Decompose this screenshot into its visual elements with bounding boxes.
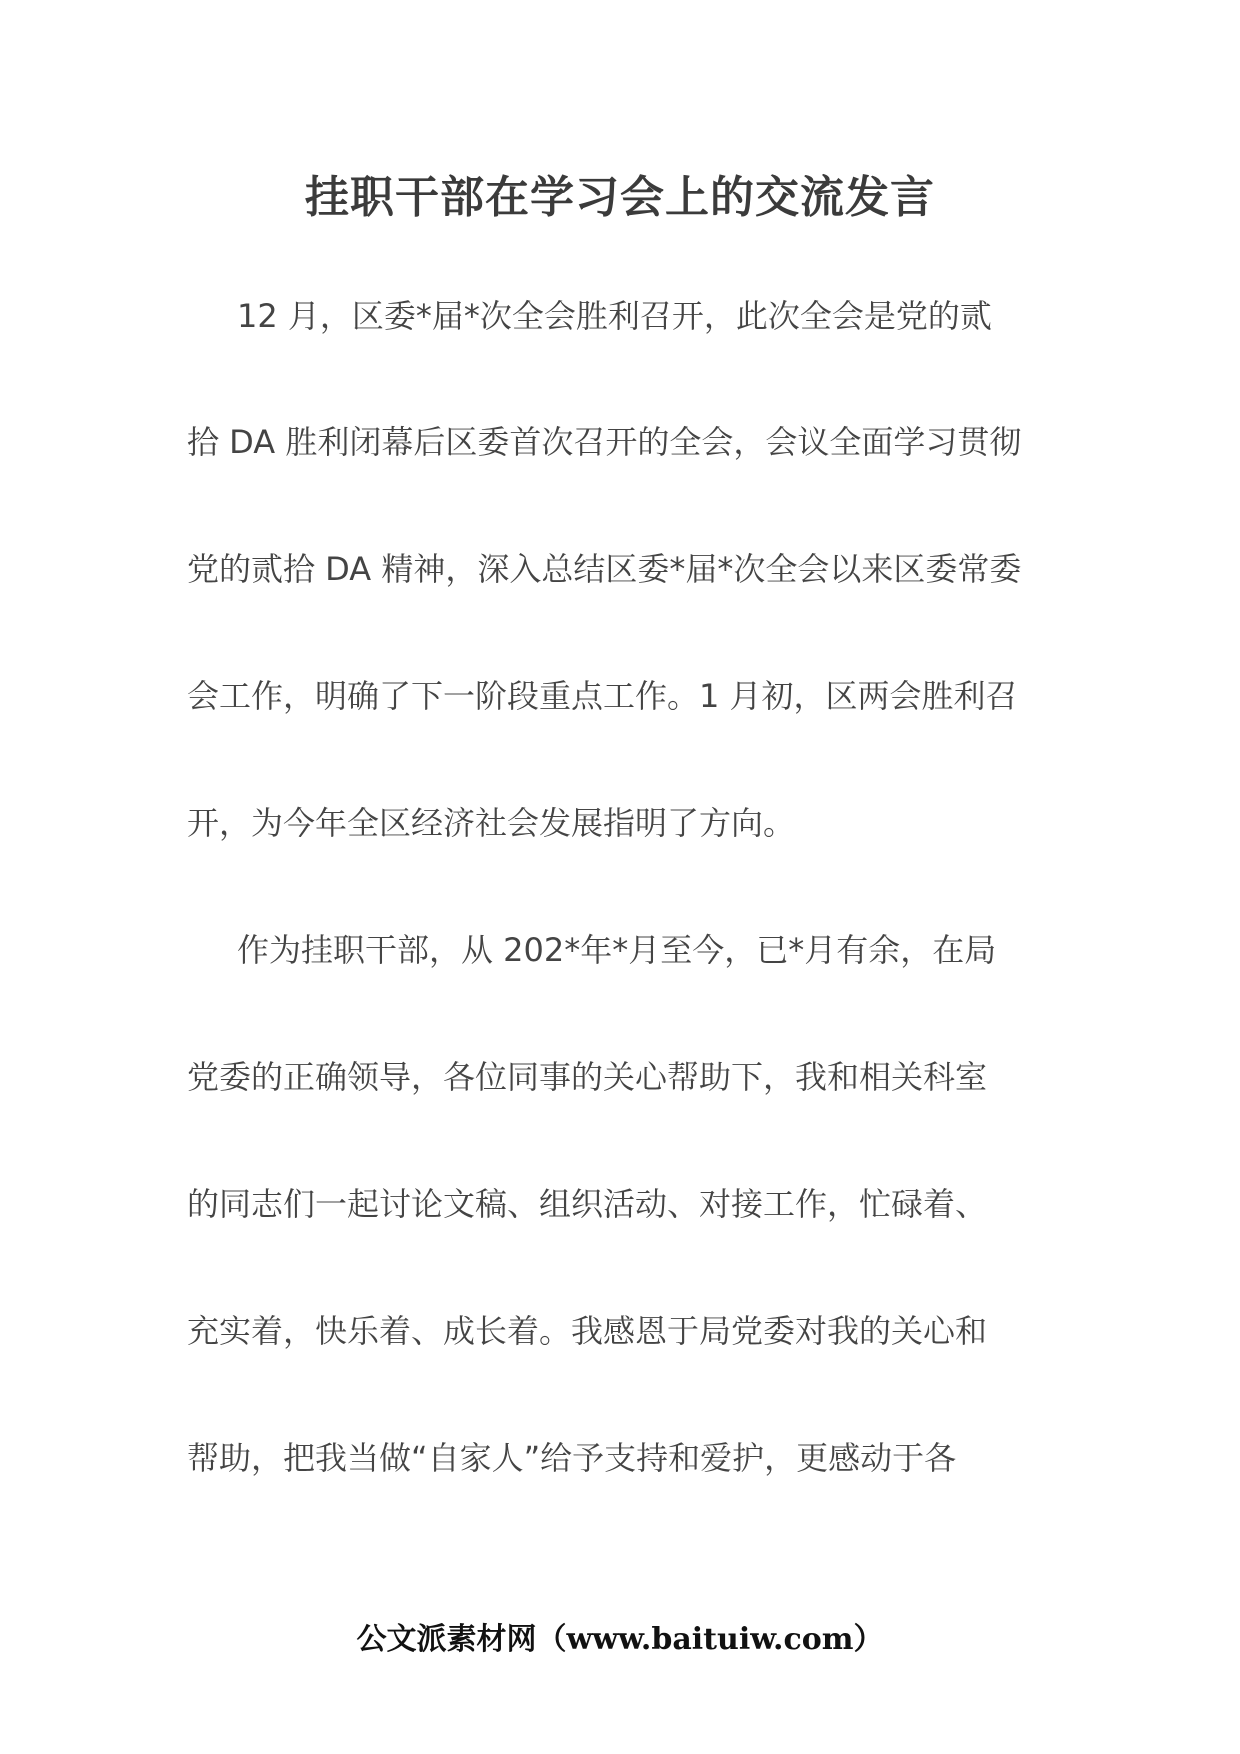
footer-source: 公文派素材网（www.baituiw.com） (356, 1622, 884, 1657)
paragraph-1-line-4: 会工作，明确了下一阶段重点工作。1 月初，区两会胜利召 (187, 677, 1018, 715)
paragraph-2-line-3: 的同志们一起讨论文稿、组织活动、对接工作，忙碌着、 (187, 1185, 988, 1223)
document-title: 挂职干部在学习会上的交流发言 (305, 172, 935, 223)
paragraph-2-line-4: 充实着，快乐着、成长着。我感恩于局党委对我的关心和 (187, 1312, 988, 1350)
paragraph-1-line-5: 开，为今年全区经济社会发展指明了方向。 (187, 804, 796, 842)
paragraph-2-line-1: 作为挂职干部，从 202*年*月至今，已*月有余，在局 (237, 931, 997, 969)
paragraph-1-line-1: 12 月，区委*届*次全会胜利召开，此次全会是党的贰 (237, 297, 992, 335)
paragraph-2-line-2: 党委的正确领导，各位同事的关心帮助下，我和相关科室 (187, 1058, 988, 1096)
paragraph-2-line-5: 帮助，把我当做“自家人”给予支持和爱护，更感动于各 (187, 1439, 957, 1477)
paragraph-1-line-2: 拾 DA 胜利闭幕后区委首次召开的全会，会议全面学习贯彻 (187, 423, 1022, 461)
paragraph-1-line-3: 党的贰拾 DA 精神，深入总结区委*届*次全会以来区委常委 (187, 550, 1022, 588)
